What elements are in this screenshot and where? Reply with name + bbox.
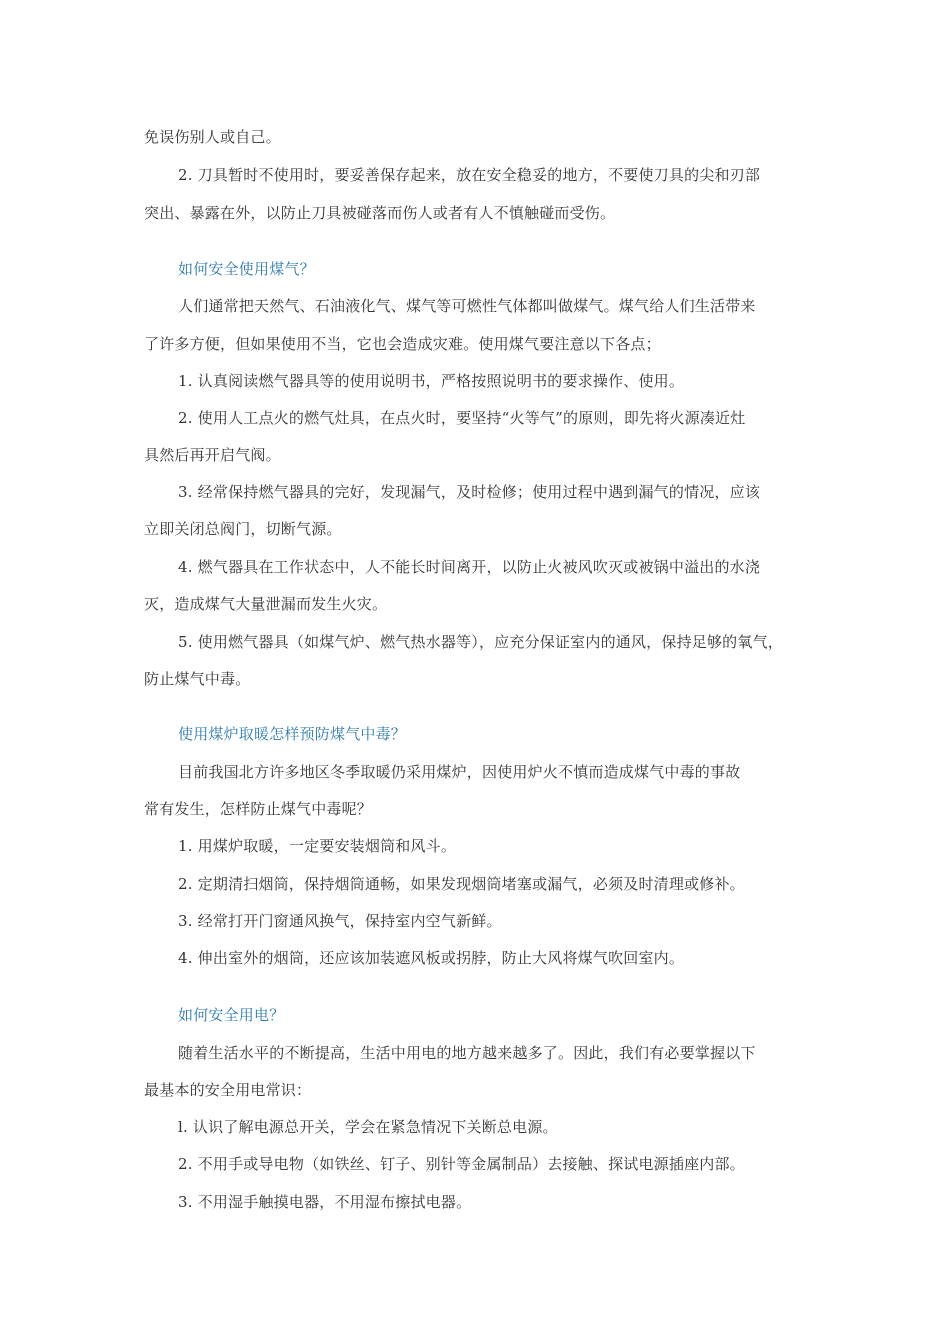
paragraph-line: 随着生活水平的不断提高，生活中用电的地方越来越多了。因此，我们有必要掌握以下 bbox=[178, 1044, 756, 1062]
paragraph-line: 防止煤气中毒。 bbox=[144, 670, 251, 688]
section-heading: 如何安全使用煤气？ bbox=[178, 260, 315, 278]
list-item: 2. 定期清扫烟筒，保持烟筒通畅，如果发现烟筒堵塞或漏气，必须及时清理或修补。 bbox=[178, 875, 745, 893]
list-item: 4. 燃气器具在工作状态中，人不能长时间离开，以防止火被风吹灭或被锅中溢出的水浇 bbox=[178, 558, 761, 576]
list-item: 1. 用煤炉取暖，一定要安装烟筒和风斗。 bbox=[178, 837, 457, 855]
list-item: 3. 经常打开门窗通风换气，保持室内空气新鲜。 bbox=[178, 912, 502, 930]
list-item: 1. 认真阅读燃气器具等的使用说明书，严格按照说明书的要求操作、使用。 bbox=[178, 372, 685, 390]
list-item: 2. 刀具暂时不使用时，要妥善保存起来，放在安全稳妥的地方，不要使刀具的尖和刃部 bbox=[178, 166, 761, 184]
list-item: l. 认识了解电源总开关，学会在紧急情况下关断总电源。 bbox=[178, 1118, 558, 1136]
paragraph-line: 具然后再开启气阀。 bbox=[144, 446, 281, 464]
list-item: 3. 经常保持燃气器具的完好，发现漏气，及时检修；使用过程中遇到漏气的情况，应该 bbox=[178, 483, 761, 501]
paragraph-line: 立即关闭总阀门，切断气源。 bbox=[144, 520, 342, 538]
paragraph-line: 灭，造成煤气大量泄漏而发生火灾。 bbox=[144, 595, 388, 613]
paragraph-line: 了许多方便，但如果使用不当，它也会造成灾难。使用煤气要注意以下各点； bbox=[144, 335, 661, 353]
paragraph-line: 目前我国北方许多地区冬季取暖仍采用煤炉，因使用炉火不慎而造成煤气中毒的事故 bbox=[178, 763, 741, 781]
paragraph-line: 突出、暴露在外，以防止刀具被碰落而伤人或者有人不慎触碰而受伤。 bbox=[144, 204, 616, 222]
paragraph-line: 最基本的安全用电常识： bbox=[144, 1081, 312, 1099]
list-item: 3. 不用湿手触摸电器，不用湿布擦拭电器。 bbox=[178, 1193, 472, 1211]
list-item: 5. 使用燃气器具（如煤气炉、燃气热水器等），应充分保证室内的通风，保持足够的氧气， bbox=[178, 633, 783, 651]
list-item: 2. 不用手或导电物（如铁丝、钉子、别针等金属制品）去接触、探试电源插座内部。 bbox=[178, 1155, 745, 1173]
section-heading: 使用煤炉取暖怎样预防煤气中毒？ bbox=[178, 725, 407, 743]
section-heading: 如何安全用电？ bbox=[178, 1006, 285, 1024]
paragraph-line: 免误伤别人或自己。 bbox=[144, 128, 281, 146]
list-item: 4. 伸出室外的烟筒，还应该加装遮风板或拐脖，防止大风将煤气吹回室内。 bbox=[178, 949, 685, 967]
paragraph-line: 常有发生，怎样防止煤气中毒呢？ bbox=[144, 800, 373, 818]
paragraph-line: 人们通常把天然气、石油液化气、煤气等可燃性气体都叫做煤气。煤气给人们生活带来 bbox=[178, 297, 756, 315]
list-item: 2. 使用人工点火的燃气灶具，在点火时，要坚持“火等气”的原则，即先将火源凑近灶 bbox=[178, 409, 746, 427]
